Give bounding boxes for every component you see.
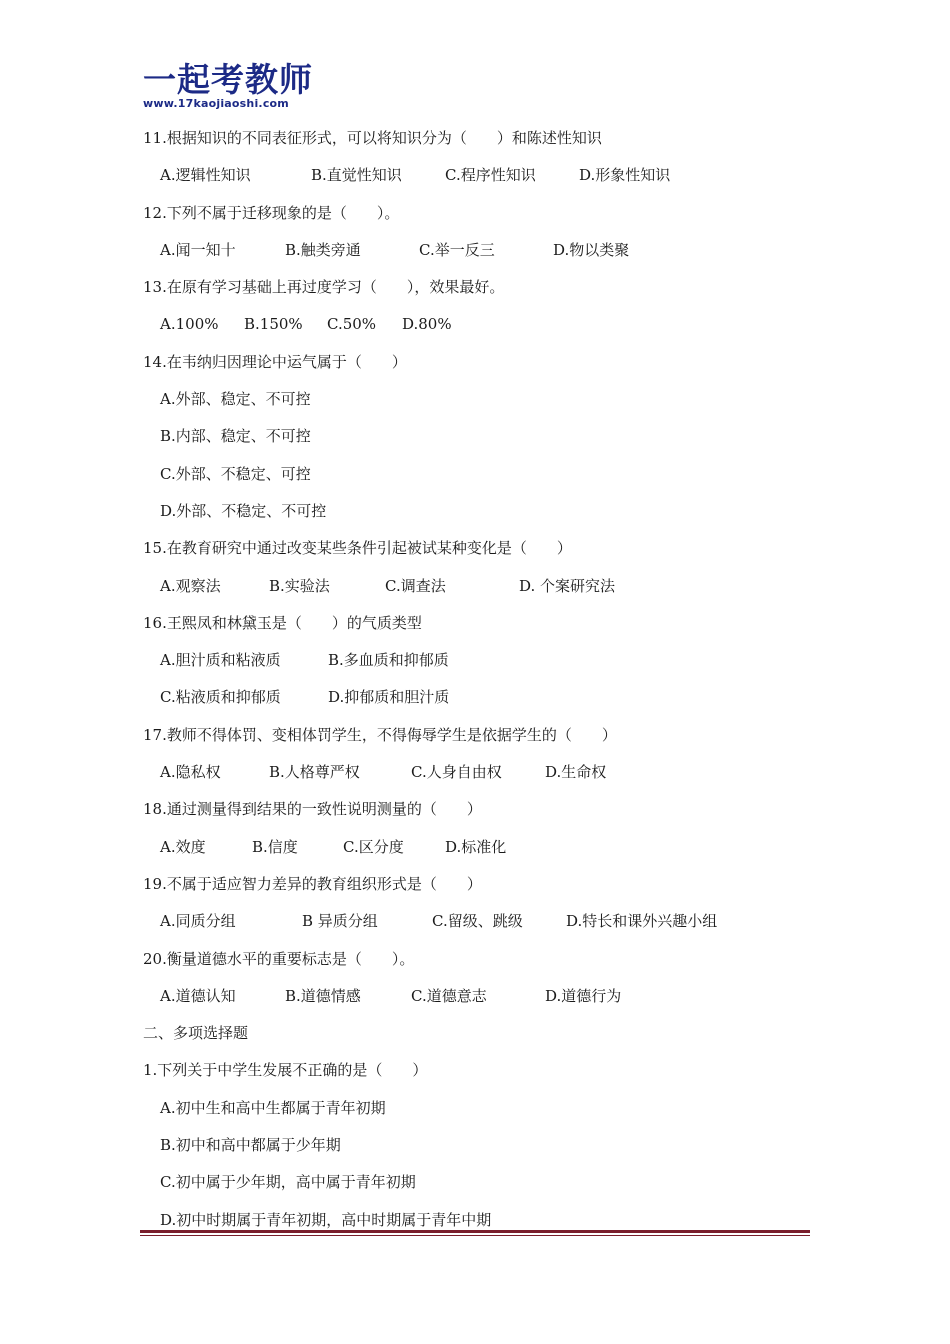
question-text: 13.在原有学习基础上再过度学习（ ），效果最好。 (143, 278, 505, 297)
option-text: C.初中属于少年期，高中属于青年初期 (160, 1173, 416, 1192)
options-row (143, 306, 823, 343)
options-row (143, 978, 823, 1015)
option-text: D.标准化 (445, 837, 507, 856)
option-text: D.抑郁质和胆汁质 (328, 688, 450, 707)
options-row (143, 754, 823, 791)
option-text: D.道德行为 (545, 986, 622, 1005)
question-text: 二、多项选择题 (143, 1024, 249, 1043)
question-text: 20.衡量道德水平的重要标志是（ ）。 (143, 949, 415, 968)
option-text: C.人身自由权 (411, 763, 502, 782)
options-row (143, 679, 823, 716)
option-text: B.初中和高中都属于少年期 (160, 1136, 341, 1155)
option-text: C.粘液质和抑郁质 (160, 688, 281, 707)
footer-divider (140, 1230, 810, 1236)
options-row (143, 829, 823, 866)
option-text: C.外部、不稳定、可控 (160, 464, 311, 483)
options-row (143, 232, 823, 269)
options-row (143, 568, 823, 605)
logo (143, 62, 313, 112)
option-text: C.举一反三 (419, 240, 495, 259)
options-row (143, 1164, 823, 1201)
option-text: D.形象性知识 (579, 166, 671, 185)
option-text: A.观察法 (160, 576, 221, 595)
question-text: 1.下列关于中学生发展不正确的是（ ） (143, 1061, 428, 1080)
option-text: A.胆汁质和粘液质 (160, 651, 281, 670)
option-text: A.初中生和高中生都属于青年初期 (160, 1098, 386, 1117)
question-text: 12.下列不属于迁移现象的是（ ）。 (143, 203, 400, 222)
option-text: B.触类旁通 (285, 240, 361, 259)
option-text: D.特长和课外兴趣小组 (566, 912, 718, 931)
option-text: D.初中时期属于青年初期，高中时期属于青年中期 (160, 1210, 492, 1229)
options-row (143, 493, 823, 530)
options-row (143, 418, 823, 455)
options-row (143, 157, 823, 194)
option-text: C.道德意志 (411, 986, 487, 1005)
option-text: A.效度 (160, 837, 206, 856)
option-text: C.程序性知识 (445, 166, 536, 185)
option-text: B 异质分组 (302, 912, 378, 931)
option-text: A.闻一知十 (160, 240, 236, 259)
option-text: A.道德认知 (160, 986, 236, 1005)
option-text: A.隐私权 (160, 763, 221, 782)
logo-url: www.17kaojiaoshi.com (143, 97, 289, 110)
options-row (143, 1127, 823, 1164)
option-text: C.留级、跳级 (432, 912, 523, 931)
option-text: D.外部、不稳定、不可控 (160, 501, 327, 520)
option-text: B.实验法 (269, 576, 330, 595)
question-text: 16.王熙凤和林黛玉是（ ）的气质类型 (143, 613, 422, 632)
option-text: C.50% (327, 315, 377, 334)
question-text: 18.通过测量得到结果的一致性说明测量的（ ） (143, 800, 482, 819)
logo-wordmark: 一起考教师 (143, 60, 313, 99)
option-text: D. 个案研究法 (519, 576, 616, 595)
option-text: A.同质分组 (160, 912, 236, 931)
option-text: D.物以类聚 (553, 240, 630, 259)
option-text: B.人格尊严权 (269, 763, 360, 782)
question-text: 14.在韦纳归因理论中运气属于（ ） (143, 352, 407, 371)
options-row (143, 381, 823, 418)
option-text: B.道德情感 (285, 986, 361, 1005)
options-row (143, 903, 823, 940)
option-text: A.外部、稳定、不可控 (160, 390, 311, 409)
option-text: B.150% (244, 315, 303, 334)
question-list (143, 120, 823, 1239)
option-text: B.直觉性知识 (311, 166, 402, 185)
options-row (143, 642, 823, 679)
option-text: B.内部、稳定、不可控 (160, 427, 311, 446)
options-row (143, 1090, 823, 1127)
option-text: D.生命权 (545, 763, 607, 782)
question-text: 11.根据知识的不同表征形式，可以将知识分为（ ）和陈述性知识 (143, 129, 602, 147)
option-text: B.信度 (252, 837, 298, 856)
option-text: B.多血质和抑郁质 (328, 651, 449, 670)
question-text: 19.不属于适应智力差异的教育组织形式是（ ） (143, 874, 482, 893)
option-text: A.逻辑性知识 (160, 166, 251, 185)
question-text: 17.教师不得体罚、变相体罚学生，不得侮辱学生是依据学生的（ ） (143, 725, 617, 744)
option-text: C.调查法 (385, 576, 446, 595)
option-text: A.100% (160, 315, 219, 334)
options-row (143, 456, 823, 493)
question-text: 15.在教育研究中通过改变某些条件引起被试某种变化是（ ） (143, 539, 572, 558)
option-text: C.区分度 (343, 837, 404, 856)
option-text: D.80% (402, 315, 452, 334)
